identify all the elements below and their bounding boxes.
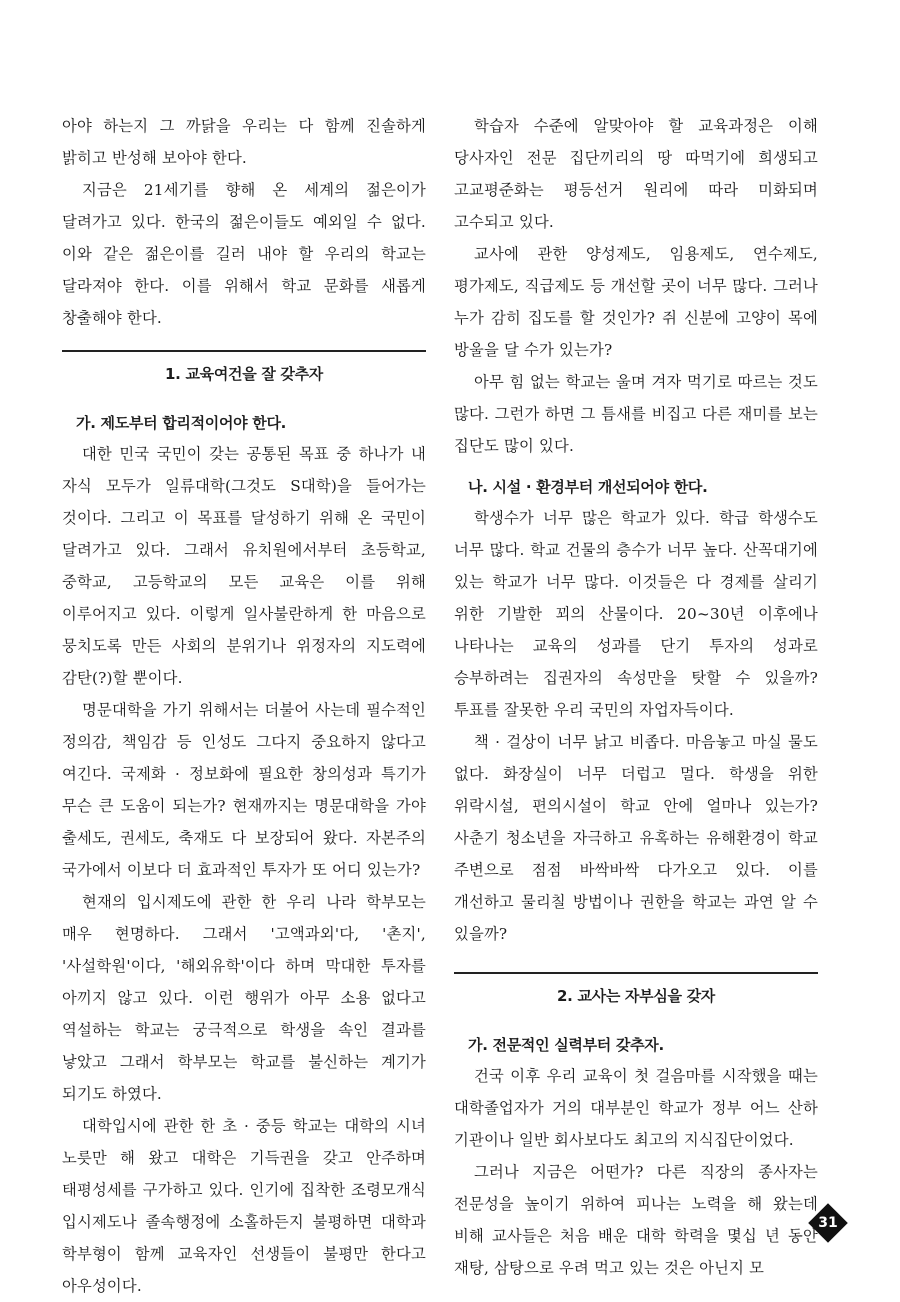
section-heading-1: 1. 교육여건을 잘 갖추자 bbox=[62, 350, 426, 390]
subsection-heading-ga: 가. 제도부터 합리적이어야 한다. bbox=[76, 414, 287, 432]
paragraph: 아야 하는지 그 까닭을 우리는 다 함께 진솔하게 밝히고 반성해 보아야 한다. bbox=[62, 117, 426, 167]
paragraph: 아무 힘 없는 학교는 울며 겨자 먹기로 따르는 것도 많다. 그런가 하면 그 틈새를 비집고 다른 재미를 보는 집단도 많이 있다. bbox=[454, 373, 818, 455]
page-number-badge bbox=[808, 1203, 848, 1243]
paragraph: 대한 민국 국민이 갖는 공통된 목표 중 하나가 내 자식 모두가 일류대학(그것도 S대학)을 들어가는 것이다. 그리고 이 목표를 달성하기 위해 온 국민이 달려가고 있다. 그래서 유치원에서부터 초등학교, 중학교, 고등학교의 모든 교육은 이를 위해 이루어지고 있다. 이렇게 일사불란하게 한 마음으로 뭉치도록 만든 사회의 분위기나 위정자의 지도력에 감탄(?)할 뿐이다. bbox=[62, 445, 426, 687]
paragraph: 명문대학을 가기 위해서는 더불어 사는데 필수적인 정의감, 책임감 등 인성도 그다지 중요하지 않다고 여긴다. 국제화 · 정보화에 필요한 창의성과 특기가 무슨 큰 도움이 되는가? 현재까지는 명문대학을 가야 출세도, 권세도, 축재도 다 보장되어 왔다. 자본주의 국가에서 이보다 더 효과적인 투자가 또 어디 있는가? bbox=[62, 701, 426, 879]
paragraph: 건국 이후 우리 교육이 첫 걸음마를 시작했을 때는 대학졸업자가 거의 대부분인 학교가 정부 어느 산하 기관이나 일반 회사보다도 최고의 지식집단이었다. bbox=[454, 1067, 818, 1149]
subsection-heading-na: 나. 시설 · 환경부터 개선되어야 한다. bbox=[468, 478, 708, 496]
paragraph: 학습자 수준에 알맞아야 할 교육과정은 이해 당사자인 전문 집단끼리의 땅 따먹기에 희생되고 고교평준화는 평등선거 원리에 따라 미화되며 고수되고 있다. bbox=[454, 117, 818, 231]
left-column bbox=[62, 110, 426, 1302]
paragraph: 대학입시에 관한 한 초 · 중등 학교는 대학의 시녀 노릇만 해 왔고 대학은 기득권을 갖고 안주하며 태평성세를 구가하고 있다. 인기에 집착한 조령모개식 입시제도나 졸속행정에 소홀하든지 불평하면 대학과 학부형이 함께 교육자인 선생들이 불평만 한다고 아우성이다. bbox=[62, 1117, 426, 1295]
paragraph: 학생수가 너무 많은 학교가 있다. 학급 학생수도 너무 많다. 학교 건물의 층수가 너무 높다. 산꼭대기에 있는 학교가 너무 많다. 이것들은 다 경제를 살리기 위한 기발한 꾀의 산물이다. 20~30년 이후에나 나타나는 교육의 성과를 단기 투자의 성과로 승부하려는 집권자의 속성만을 탓할 수 있을까? 투표를 잘못한 우리 국민의 자업자득이다. bbox=[454, 509, 818, 719]
paragraph: 책 · 걸상이 너무 낡고 비좁다. 마음놓고 마실 물도 없다. 화장실이 너무 더럽고 멀다. 학생을 위한 위락시설, 편의시설이 학교 안에 얼마나 있는가? 사춘기 청소년을 자극하고 유혹하는 유해환경이 학교 주변으로 점점 바싹바싹 다가오고 있다. 이를 개선하고 물리칠 방법이나 권한을 학교는 과연 알 수 있을까? bbox=[454, 733, 818, 943]
section-heading-2: 2. 교사는 자부심을 갖자 bbox=[454, 972, 818, 1012]
paragraph: 교사에 관한 양성제도, 임용제도, 연수제도, 평가제도, 직급제도 등 개선할 곳이 너무 많다. 그러나 누가 감히 집도를 할 것인가? 쥐 신분에 고양이 목에 방울을 달 수가 있는가? bbox=[454, 245, 818, 359]
right-column bbox=[454, 110, 818, 1284]
paragraph: 현재의 입시제도에 관한 한 우리 나라 학부모는 매우 현명하다. 그래서 '고액과외'다, '촌지', '사설학원'이다, '해외유학'이다 하며 막대한 투자를 아끼지 않고 있다. 이런 행위가 아무 소용 없다고 역설하는 학교는 궁극적으로 학생을 속인 결과를 낳았고 그래서 학부모는 학교를 불신하는 계기가 되기도 하였다. bbox=[62, 893, 426, 1103]
subsection-heading-ga: 가. 전문적인 실력부터 갖추자. bbox=[468, 1036, 664, 1054]
page-number: 31 bbox=[818, 1215, 838, 1231]
paragraph: 지금은 21세기를 향해 온 세계의 젊은이가 달려가고 있다. 한국의 젊은이들도 예외일 수 없다. 이와 같은 젊은이를 길러 내야 할 우리의 학교는 달라져야 한다. 이를 위해서 학교 문화를 새롭게 창출해야 한다. bbox=[62, 181, 426, 327]
paragraph: 그러나 지금은 어떤가? 다른 직장의 종사자는 전문성을 높이기 위하여 피나는 노력을 해 왔는데 비해 교사들은 처음 배운 대학 학력을 몇십 년 동안 재탕, 삼탕으로 우려 먹고 있는 것은 아닌지 모 bbox=[454, 1163, 818, 1277]
